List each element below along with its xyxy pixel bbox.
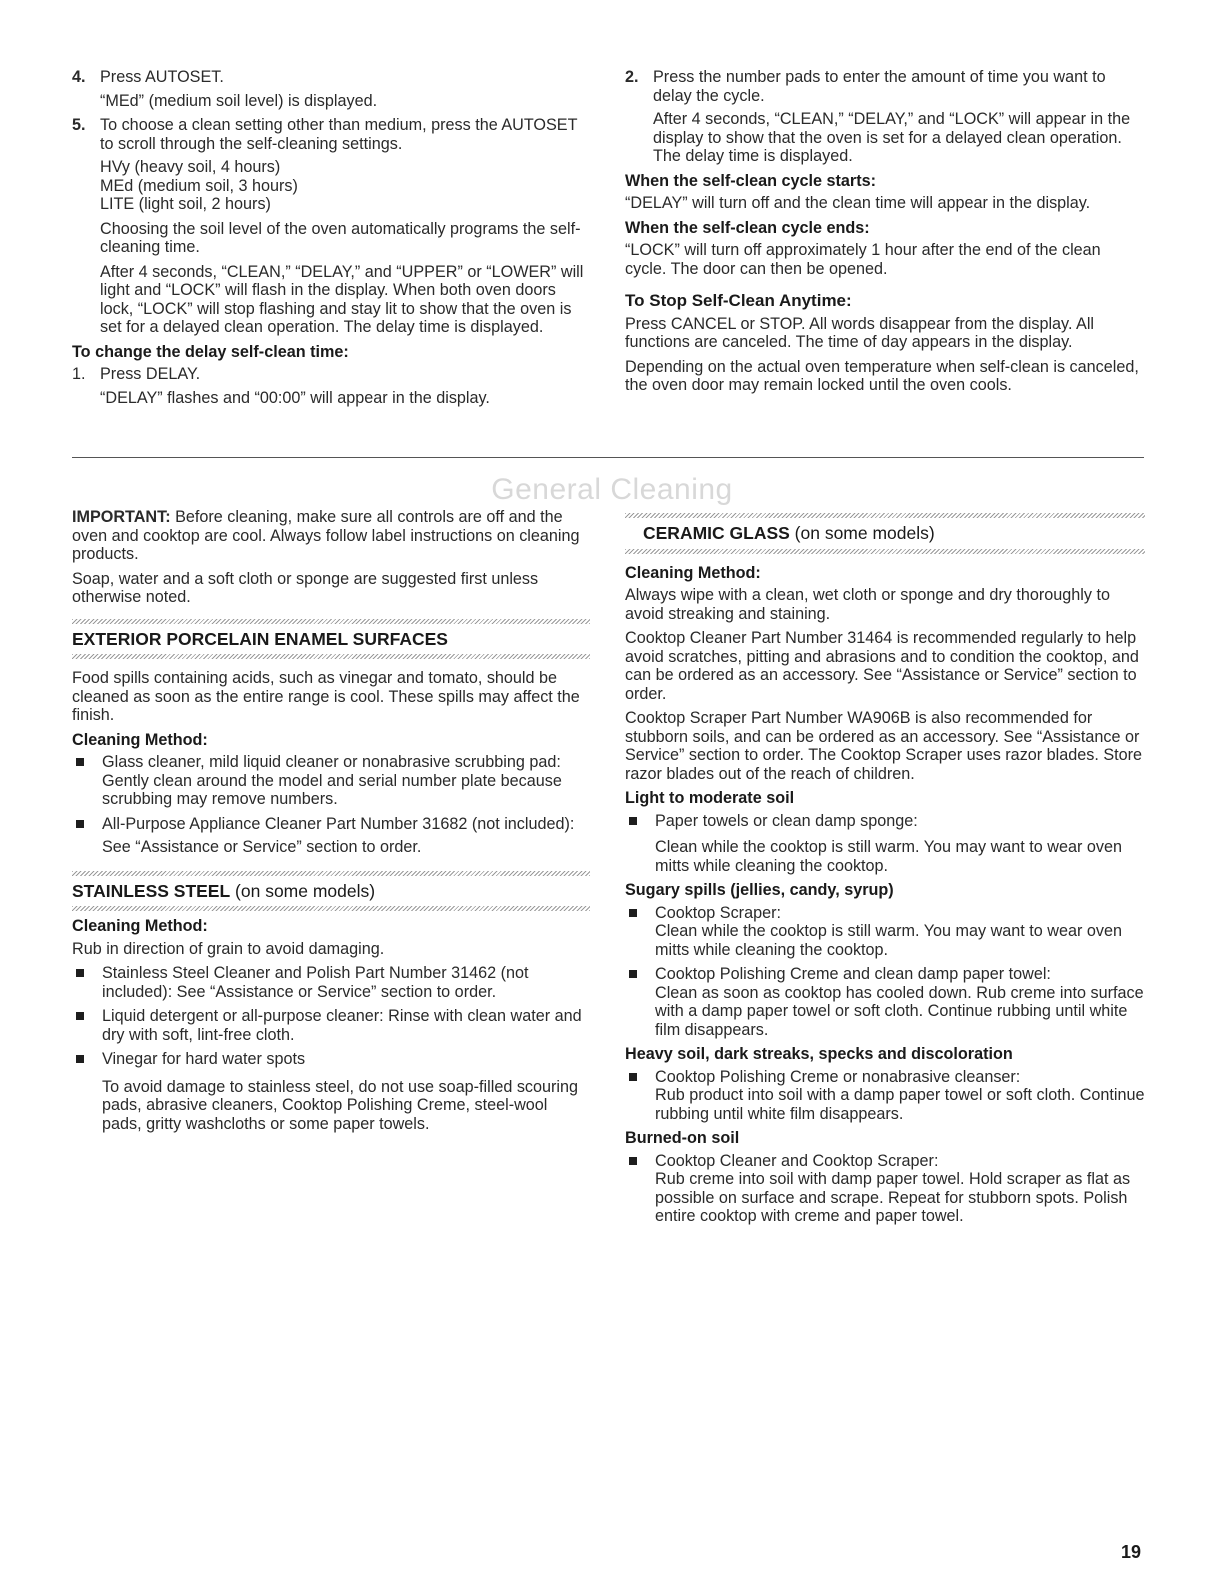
- heading-exterior-porcelain-enamel: EXTERIOR PORCELAIN ENAMEL SURFACES: [72, 628, 448, 649]
- section-divider: [72, 457, 1144, 458]
- bullet-item: [625, 1068, 1145, 1124]
- heading-stainless-steel: [72, 876, 590, 907]
- subheading-cycle-starts: When the self-clean cycle starts:: [625, 171, 876, 190]
- step-number: 5.: [72, 116, 86, 134]
- subheading-cycle-ends: When the self-clean cycle ends:: [625, 218, 870, 237]
- bullet-item: Stainless Steel Cleaner and Polish Part Number 31462 (not included): See “Assistance or Service” section to order.: [72, 964, 590, 1001]
- soil-level-heavy: HVy (heavy soil, 4 hours): [100, 158, 281, 176]
- bullet-note: See “Assistance or Service” section to order.: [102, 838, 422, 856]
- subheading-burned-on-soil: Burned-on soil: [625, 1129, 740, 1147]
- bullet-detail: Clean while the cooktop is still warm. You may want to wear oven mitts while cleaning the cooktop.: [655, 922, 1122, 959]
- step-4: [72, 68, 592, 87]
- important-label: IMPORTANT:: [72, 508, 171, 526]
- step-note: “DELAY” flashes and “00:00” will appear in the display.: [100, 388, 490, 407]
- paragraph: Soap, water and a soft cloth or sponge are suggested first unless otherwise noted.: [72, 569, 539, 606]
- heading-text: CERAMIC GLASS: [643, 523, 790, 543]
- paragraph: Cooktop Scraper Part Number WA906B is also recommended for stubborn soils, and can be ordered as an accessory. See “Assistance or Service” section to order. The Cooktop Scraper uses razor blades. Store razor blades out of the reach of children.: [625, 709, 1143, 783]
- soil-level-light: LITE (light soil, 2 hours): [100, 195, 271, 213]
- paragraph: Depending on the actual oven temperature when self-clean is canceled, the oven door may remain locked until the oven cools.: [625, 357, 1139, 394]
- step-number: 2.: [625, 68, 639, 86]
- important-note: [72, 508, 590, 564]
- bullet-item: Glass cleaner, mild liquid cleaner or nonabrasive scrubbing pad: Gently clean around the model and serial number plate because scrubbing may remove numbers.: [72, 753, 590, 809]
- subheading-sugary-spills: Sugary spills (jellies, candy, syrup): [625, 881, 894, 899]
- heading-note: (on some models): [230, 880, 376, 901]
- subheading-cleaning-method: Cleaning Method:: [72, 730, 208, 749]
- bullet-item: [625, 965, 1145, 1039]
- soil-level-medium: MEd (medium soil, 3 hours): [100, 176, 298, 195]
- bullet-title: Cooktop Scraper:: [655, 903, 781, 922]
- general-cleaning-right-column: [625, 513, 1145, 1232]
- bullet-detail: Clean as soon as cooktop has cooled down. Rub creme into surface with a damp paper towel or soft cloth. Continue rubbing until white film disappears.: [655, 983, 1144, 1039]
- paragraph: “LOCK” will turn off approximately 1 hour after the end of the clean cycle. The door can then be opened.: [625, 241, 1101, 278]
- bullet-title: Cooktop Polishing Creme or nonabrasive cleanser:: [655, 1067, 1021, 1086]
- paragraph: “DELAY” will turn off and the clean time will appear in the display.: [625, 194, 1091, 212]
- bullet-detail: Rub creme into soil with damp paper towel. Hold scraper as flat as possible on surface and scrape. Repeat for stubborn spots. Polish entire cooktop with creme and paper towel.: [655, 1170, 1131, 1225]
- bullet-item: [625, 1152, 1145, 1226]
- hatch-divider: [625, 549, 1145, 554]
- subheading-heavy-soil: Heavy soil, dark streaks, specks and discoloration: [625, 1045, 1013, 1063]
- paragraph: After 4 seconds, “CLEAN,” “DELAY,” and “UPPER” or “LOWER” will light and “LOCK” will flash in the display. When both oven doors lock, “LOCK” will stop flashing and stay lit to show that the oven is set for a delayed clean operation. The delay time is displayed.: [100, 262, 584, 336]
- bullet-item: [625, 904, 1145, 960]
- paragraph: Rub in direction of grain to avoid damaging.: [72, 939, 385, 958]
- bullet-note: Clean while the cooktop is still warm. You may want to wear oven mitts while cleaning the cooktop.: [655, 838, 1122, 875]
- hatch-divider: [72, 654, 590, 659]
- step-note: “MEd” (medium soil level) is displayed.: [100, 91, 378, 110]
- step-text: Press the number pads to enter the amount of time you want to delay the cycle.: [653, 68, 1106, 105]
- step-number: 1.: [72, 365, 86, 383]
- subheading-cleaning-method: Cleaning Method:: [72, 917, 208, 935]
- important-text: Before cleaning, make sure all controls are off and the oven and cooktop are cool. Always follow label instructions on cleaning products.: [72, 508, 580, 563]
- bullet-item: All-Purpose Appliance Cleaner Part Number 31682 (not included):: [72, 815, 590, 834]
- paragraph: Press CANCEL or STOP. All words disappear from the display. All functions are canceled. The time of day appears in the display.: [625, 314, 1095, 351]
- subheading-change-delay: To change the delay self-clean time:: [72, 342, 349, 361]
- heading-note: (on some models): [789, 523, 935, 543]
- bullet-detail: Rub product into soil with a damp paper towel or soft cloth. Continue rubbing until white film disappears.: [655, 1086, 1145, 1123]
- subheading-stop-self-clean: To Stop Self-Clean Anytime:: [625, 291, 852, 310]
- bullet-title: Cooktop Polishing Creme and clean damp paper towel:: [655, 965, 1051, 983]
- heading-text: STAINLESS STEEL: [72, 880, 231, 901]
- bullet-note: To avoid damage to stainless steel, do not use soap-filled scouring pads, abrasive cleaners, Cooktop Polishing Creme, steel-wool pads, gritty washcloths or some paper towels.: [102, 1077, 579, 1133]
- step-5: [72, 116, 592, 153]
- hatch-divider: [72, 906, 590, 911]
- step-text: Press AUTOSET.: [100, 68, 224, 86]
- paragraph: Cooktop Cleaner Part Number 31464 is recommended regularly to help avoid scratches, pitting and abrasions and to condition the cooktop, and can be ordered as an accessory. See “Assistance or Service” section to order.: [625, 629, 1139, 703]
- paragraph: Food spills containing acids, such as vinegar and tomato, should be cleaned as soon as the entire range is cool. These spills may affect the finish.: [72, 669, 580, 724]
- step-1: [72, 365, 592, 384]
- page-number: 19: [1120, 1542, 1141, 1562]
- section-title: General Cleaning: [491, 473, 733, 506]
- bullet-item: Liquid detergent or all-purpose cleaner: Rinse with clean water and dry with soft, lint-free cloth.: [72, 1007, 590, 1044]
- step-2: [625, 68, 1145, 105]
- bullet-item: Vinegar for hard water spots: [72, 1050, 590, 1069]
- top-left-column: [72, 68, 592, 413]
- subheading-cleaning-method: Cleaning Method:: [625, 563, 761, 582]
- paragraph: Always wipe with a clean, wet cloth or sponge and dry thoroughly to avoid streaking and staining.: [625, 586, 1110, 623]
- paragraph: Choosing the soil level of the oven automatically programs the self-cleaning time.: [100, 219, 581, 256]
- soil-level-list: [72, 158, 592, 214]
- step-text: To choose a clean setting other than medium, press the AUTOSET to scroll through the self-cleaning settings.: [100, 116, 578, 153]
- step-number: 4.: [72, 68, 86, 86]
- step-note: After 4 seconds, “CLEAN,” “DELAY,” and “LOCK” will appear in the display to show that the oven is set for a delayed clean operation. The delay time is displayed.: [653, 110, 1131, 165]
- bullet-item: Paper towels or clean damp sponge:: [625, 812, 1145, 831]
- heading-ceramic-glass: [625, 518, 1145, 549]
- bullet-title: Cooktop Cleaner and Cooktop Scraper:: [655, 1151, 939, 1170]
- top-right-column: [625, 68, 1145, 401]
- subheading-light-soil: Light to moderate soil: [625, 789, 795, 807]
- step-text: Press DELAY.: [100, 365, 201, 383]
- general-cleaning-left-column: [72, 508, 590, 1139]
